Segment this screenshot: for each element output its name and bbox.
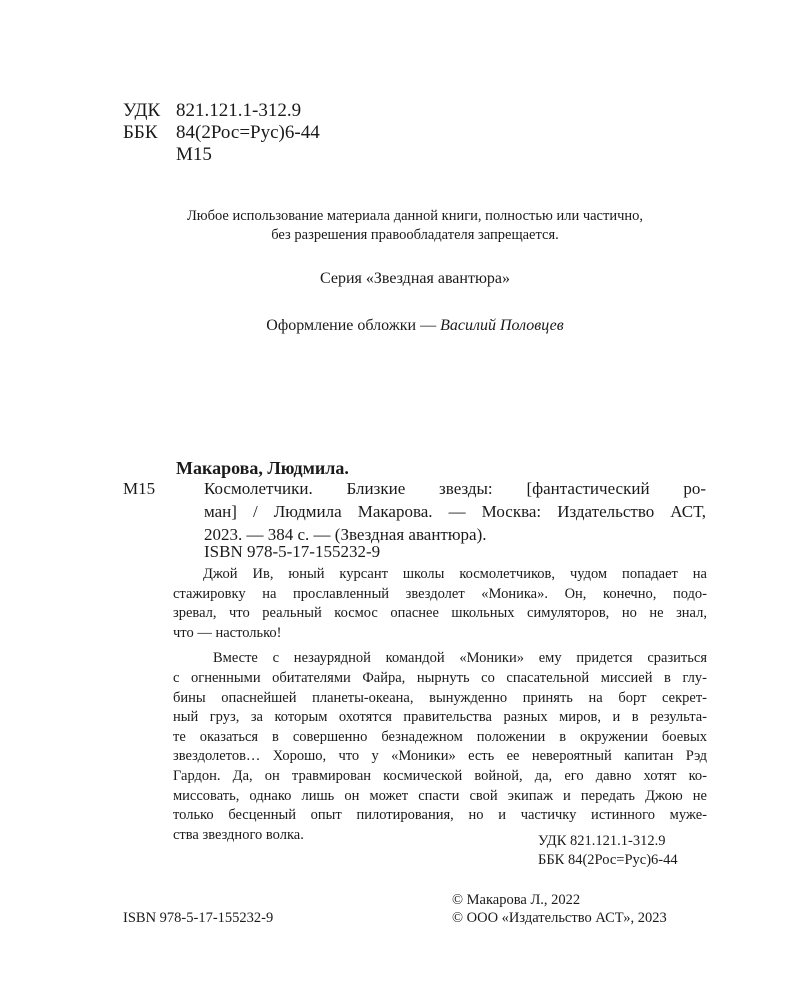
notice-line-2: без разрешения правообладателя запрещается.: [271, 227, 559, 243]
udk-small: УДК 821.121.1-312.9: [538, 833, 666, 849]
author-heading: Макарова, Людмила.: [176, 458, 349, 478]
bbk-row: [0, 122, 800, 144]
annotation-line: только бесценный опыт пилотирования, но и частичку истинного муже-: [173, 807, 707, 824]
bibliographic-mark: М15: [123, 479, 156, 498]
annotation-line: Гардон. Да, он травмирован космической войной, да, его давно хотят ко-: [173, 767, 707, 784]
bbk-label: ББК: [123, 122, 158, 143]
cover-design-line: [120, 317, 710, 335]
title-line: 2023. — 384 с. — (Звездная авантюра).: [204, 525, 487, 544]
annotation-line: что — настолько!: [173, 624, 282, 641]
annotation-line: бины опаснейшей планеты-океана, вынужденно принять на борт секрет-: [173, 689, 707, 706]
annotation-paragraph-2: [173, 649, 707, 845]
annotation-line: ства звездного волка.: [173, 826, 304, 843]
footer-isbn: ISBN 978-5-17-155232-9: [123, 910, 274, 926]
title-description: [204, 477, 706, 546]
annotation-line: ный груз, за которым охотятся правительства разных миров, и в результа-: [173, 709, 707, 726]
title-line: ман] / Людмила Макарова. — Москва: Издательство АСТ,: [204, 502, 706, 521]
annotation-line: звездолетов… Хорошо, что у «Моники» есть ее невероятный капитан Рэд: [173, 748, 707, 765]
annotation-line: стажировку на прославленный звездолет «Моника». Он, конечно, подо-: [173, 585, 707, 602]
series-line: Серия «Звездная авантюра»: [319, 270, 510, 287]
copyright-notice: [120, 207, 710, 245]
cover-design-label: Оформление обложки —: [266, 317, 441, 334]
annotation-line: зревал, что реальный космос опаснее школьных симуляторов, но не знал,: [173, 605, 707, 622]
udk-label: УДК: [123, 100, 161, 121]
annotation-line: миссовать, однако лишь он может спасти свой экипаж и передать Джою не: [173, 787, 707, 804]
udk-value: 821.121.1-312.9: [176, 100, 302, 121]
copyright-author: © Макарова Л., 2022: [452, 892, 581, 908]
udk-row: [0, 100, 800, 122]
annotation-line: с огненными обитателями Файра, нырнуть со спасательной миссией в глу-: [173, 669, 707, 686]
copyright-publisher: © ООО «Издательство АСТ», 2023: [452, 910, 667, 926]
notice-line-1: Любое использование материала данной книги, полностью или частично,: [186, 208, 644, 224]
author-mark-row: [0, 144, 800, 166]
title-line: Космолетчики. Близкие звезды: [фантастический ро-: [204, 479, 706, 498]
annotation: [173, 565, 707, 845]
annotation-line: Джой Ив, юный курсант школы космолетчиков, чудом попадает на: [203, 566, 707, 582]
bbk-small: ББК 84(2Рос=Рус)6-44: [538, 852, 678, 868]
author-mark: М15: [176, 144, 212, 165]
annotation-line: Вместе с незаурядной командой «Моники» ему придется сразиться: [213, 650, 707, 667]
cover-designer-name: Василий Половцев: [440, 317, 564, 334]
bbk-value: 84(2Рос=Рус)6-44: [176, 122, 320, 143]
annotation-paragraph-1: [173, 565, 707, 643]
annotation-line: те оказаться в совершенно безнадежном положении в окружении боевых: [173, 728, 707, 745]
isbn-main: ISBN 978-5-17-155232-9: [204, 542, 381, 561]
